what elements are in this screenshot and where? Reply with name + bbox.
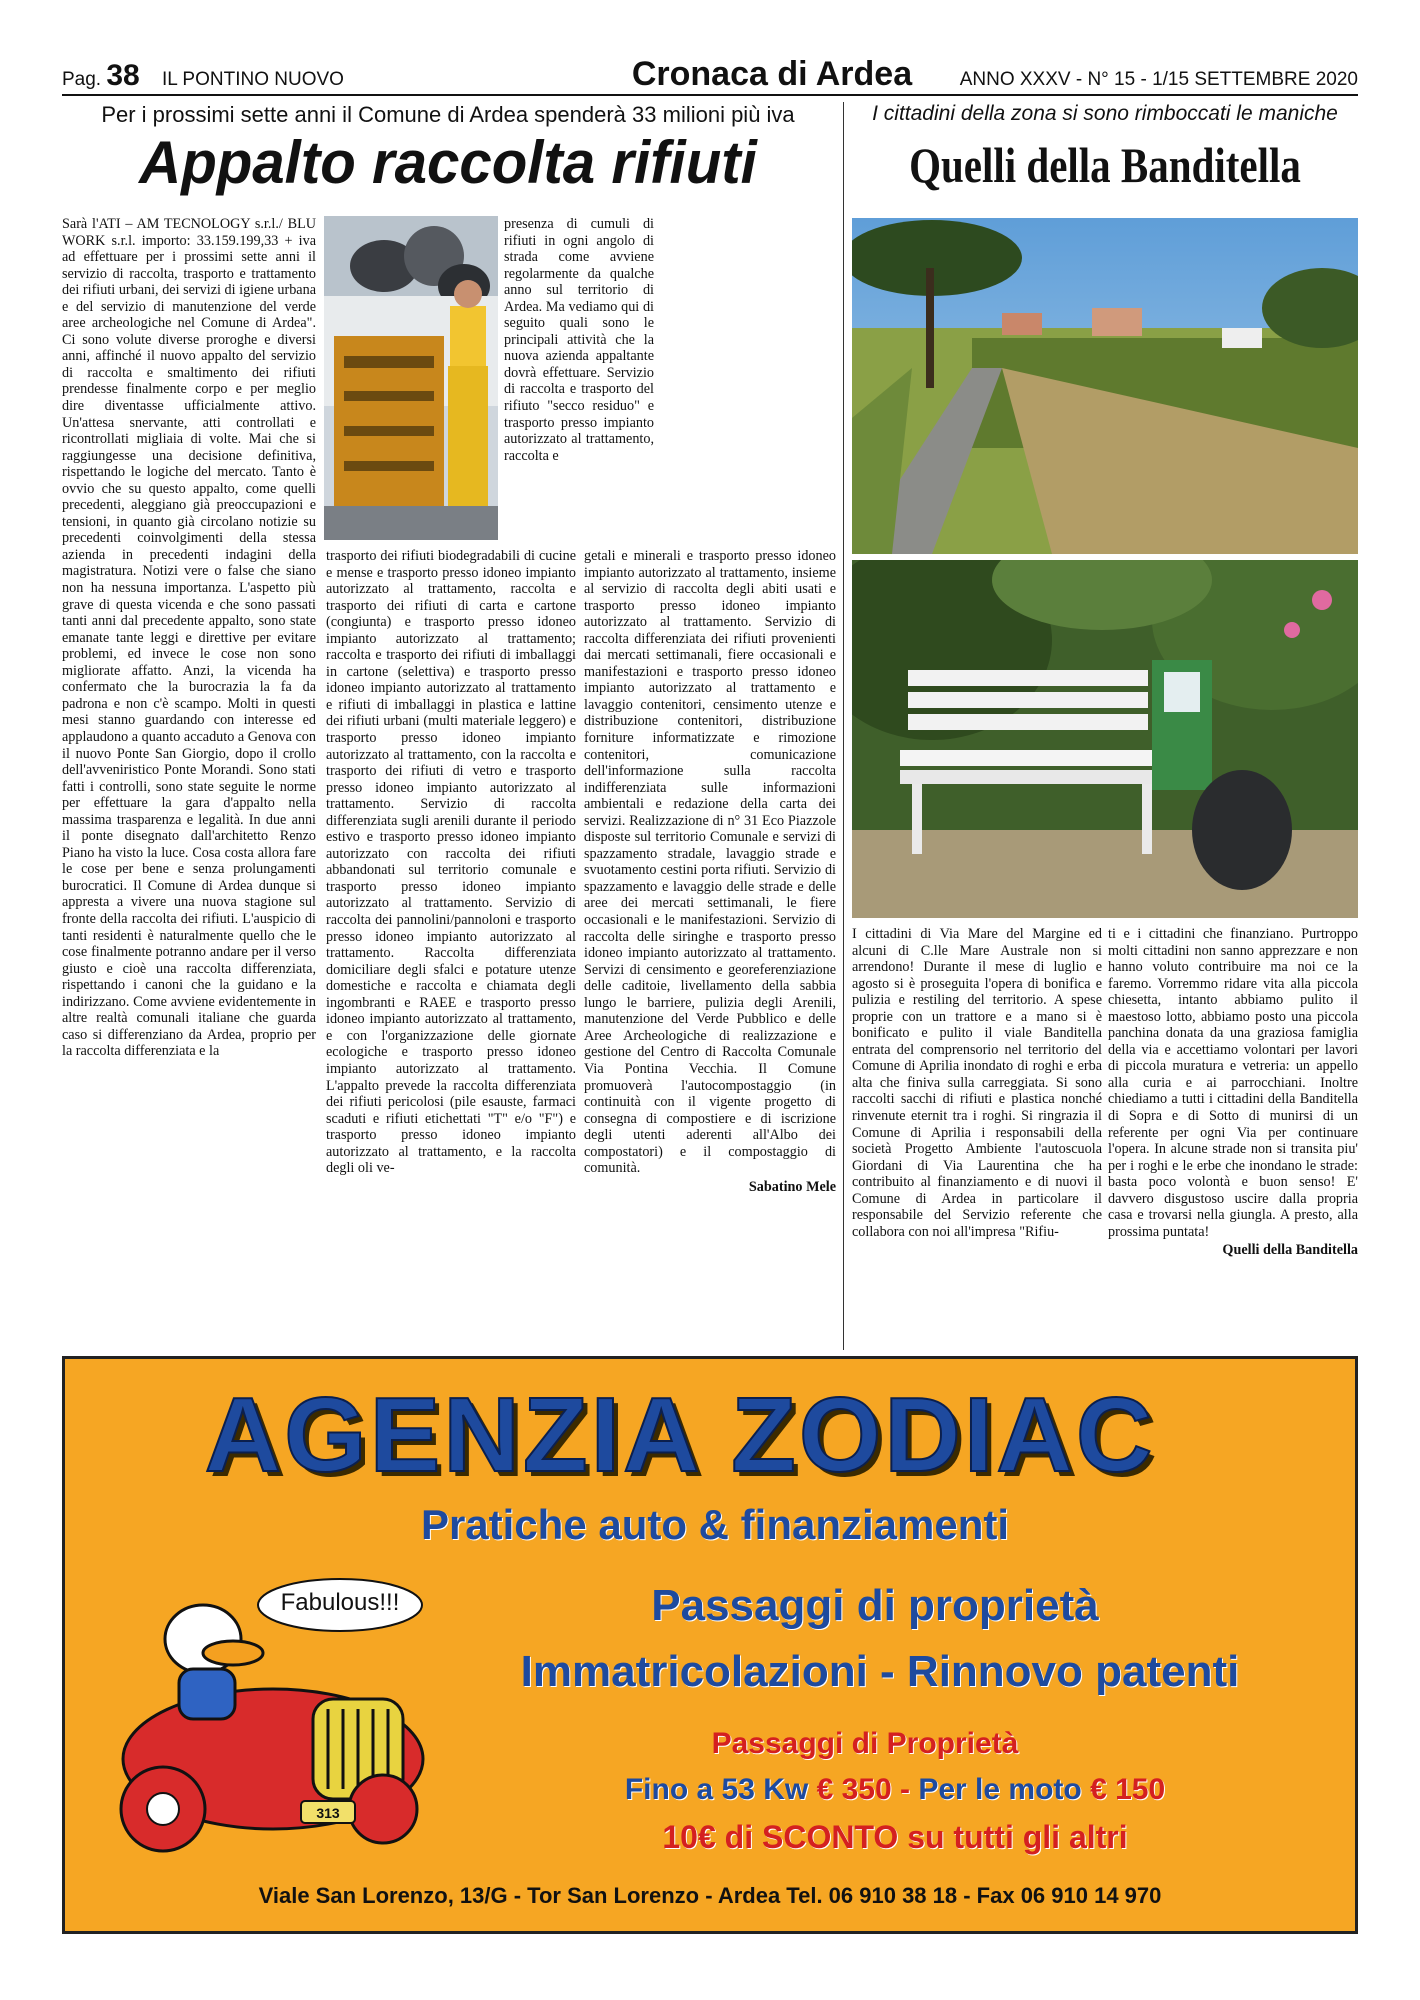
ad-price-line [505,1773,1285,1807]
article1-column-3: getali e minerali e trasporto presso idoneo impianto autorizzato al trattamento, insieme al servizio di raccolta degli abiti usati e trasporto presso idoneo impianto autorizzato al trattamento. Servizio di raccolta differenziata dei rifiuti provenienti dai mercati settimanali, fiere occasionali e manifestazioni e trasporto presso idoneo impianto autorizzato al trattamento e lavaggio contenitori, censimento utenze e distribuzione contenitori, distribuzione forniture informatizzate e rimozione contenitori, comunicazione dell'informazione sulla raccolta indifferenziata sulle informazioni ambientali e redazione della carta dei servizi. Realizzazione di n° 31 Eco Piazzole disposte sul territorio Comunale e servizi di spazzamento stradale, lavaggio strade e svuotamento cestini porta rifiuti. Servizio di spazzamento e lavaggio delle strade e delle aree dei mercati settimanali, le fiere occasionali e le manifestazioni. Servizio di raccolta delle siringhe e trasporto presso idoneo impianto autorizzato al trattamento. Servizi di censimento e georeferenziazione delle caditoie, livellamento della sabbia lungo le barriere, pulizia degli Arenili, manutenzione del Verde Pubblico e delle Aree Archeologiche di realizzazione e gestione del Centro di Raccolta Comunale Via Pontina Vecchia. Il Comune promuoverà l'autocompostaggio (in continuità con il vigente progetto di consegna di compostiere e di iscrizione degli utenti aderenti all'Albo dei compostatori) e il compostaggio di comunità. Sabatino Mele [584,548,836,1195]
newspaper-name: IL PONTINO NUOVO [162,69,344,90]
garbage-truck-photo [324,216,498,540]
article1-author: Sabatino Mele [748,1178,836,1195]
ad-subtitle: Pratiche auto & finanziamenti [420,1501,1010,1548]
ad-address: Viale San Lorenzo, 13/G - Tor San Lorenzo - Ardea Tel. 06 910 38 18 - Fax 06 910 14 970 [258,1883,1162,1908]
article2-author: Quelli della Banditella [1222,1242,1358,1259]
article2-kicker: I cittadini della zona si sono rimboccati le maniche [872,102,1338,125]
issue-info: ANNO XXXV - N° 15 - 1/15 SETTEMBRE 2020 [959,69,1358,90]
article1-column-2b: trasporto dei rifiuti biodegradabili di cucine e mense e trasporto presso idoneo impianto autorizzato al trattamento, raccolta e trasporto dei rifiuti di carta e cartone (congiunta) e trasporto presso idoneo impianto autorizzato al trattamento; raccolta e trasporto dei rifiuti di imballaggi in cartone (selettiva) e trasporto presso idoneo impianto autorizzato al trattamento e rifiuti di imballaggi in plastica e lattine dei rifiuti urbani (multi materiale leggero) e trasporto presso idoneo impianto autorizzato al trattamento, con la raccolta e trasporto dei rifiuti di vetro e trasporto presso idoneo impianto autorizzato al trattamento. Servizio di raccolta differenziata sugli arenili durante il periodo estivo e trasporto presso idoneo impianto autorizzato con raccolta dei rifiuti abbandonati sul territorio comunale e trasporto presso idoneo impianto autorizzato al trattamento. Servizio di raccolta dei pannolini/pannoloni e trasporto presso idoneo impianto autorizzato al trattamento. Raccolta differenziata domiciliare degli sfalci e potature utenze domestiche e raccolta e chiamata degli ingombranti e RAEE e trasporto presso idoneo impianto autorizzato al trattamento, e con l'organizzazione delle giornate ecologiche e trasporto presso idoneo impianto autorizzato al trattamento. L'appalto prevede la raccolta differenziata dei rifiuti pericolosi (pile esauste, farmaci scaduti e rifiuti etichettati "T" e/o "F") e trasporto presso idoneo impianto autorizzato al trattamento, e la raccolta degli oli ve- [326,548,576,1177]
page-header [62,55,1358,96]
article2-column-2: ti e i cittadini che finanziano. Purtroppo molti cittadini non sanno apprezzare e non hanno voluto contribuire ma noi ce la faremo. Vorremmo ridare vita alla piccola chiesetta, intanto abbiamo pulito il maestoso lotto, abbiamo posto una piccola panchina donata da una graziosa famiglia della via e accettiamo volontari per lavori di piccola muratura e vetreria: un appello alla curia e ai parrocchiani. Inoltre chiediamo a tutti i cittadini della Banditella di Sopra e di Sotto di munirsi di un referente per ogni Via per continuare l'opera. In alcune strade non si transita piu' per i roghi e le erbe che inondano le strade: basta poco volontà e buon senso! E' davvero disgustoso uscire dalla propria casa e trovarsi nella giungla. A presto, alla prossima puntata! Quelli della Banditella [1108,926,1358,1259]
ad-line-immatricolazioni: Immatricolazioni - Rinnovo patenti [520,1647,1240,1696]
price-a: € 350 [816,1773,892,1806]
section-title: Cronaca di Ardea [631,55,913,93]
article1-headline: Appalto raccolta rifiuti [139,129,757,196]
ad-line-passaggi: Passaggi di proprietà [651,1581,1099,1630]
price-b: € 150 [1090,1773,1166,1806]
page-number: Pag. 38 [62,59,140,92]
speech-bubble-text: Fabulous!!! [280,1589,400,1616]
price-b-label: Per le moto [918,1773,1082,1806]
license-plate: 313 [316,1805,340,1821]
ad-line-passaggi-proprieta: Passaggi di Proprietà [711,1727,1019,1760]
ad-title: AGENZIA ZODIAC [204,1376,1156,1494]
price-a-label: Fino a 53 Kw [624,1773,809,1806]
advertisement [62,1356,1358,1934]
bench-photo [852,560,1358,918]
article1-column-1: Sarà l'ATI – AM TECNOLOGY s.r.l./ BLU WORK s.r.l. importo: 33.159.199,33 + iva ad effettuare per i prossimi sette anni il servizio di raccolta, trasporto e trattamento dei rifiuti urbani, dei servizi di igiene urbana e del servizio di manutenzione del verde aree archeologiche nel Comune di Ardea". Ci sono volute diverse proroghe e diversi anni, affinché il nuovo appalto del servizio di raccolta e smaltimento dei rifiuti prendesse finalmente corpo e per meglio dire diventasse ufficialmente attivo. Un'attesa snervante, atti controllati e ricontrollati migliaia di volte. Mai che si raggiungesse una decisione definitiva, rispettando le logiche del mercato. Tanto è ovvio che su questo appalto, come quelli precedenti, aleggiano già preoccupazioni e tensioni, in quanto già circolano notizie su precedenti coinvolgimenti della stessa azienda in precedenti indagini della magistratura. Notizi vere o false che siano non ha nessuna importanza. L'aspetto più grave di questa vicenda e che sono passati tanti anni dal precedente appalto, sono state emanate tante leggi e direttive per evitare problemi, ed invece le cose non sono migliorate affatto. Anzi, la vicenda ha confermato che la burocrazia la fa da padrona e non c'è scampo. Molti in questi mesi stanno guardando con interesse ed applaudono a quanto accaduto a Genova con il nuovo Ponte San Giorgio, dopo il crollo dell'avveniristico Ponte Morandi. Sono stati fatti i controlli, sono state seguite le norme per effettuare la gara d'appalto nella massima trasparenza e legalità. In due anni il ponte disegnato dall'architetto Renzo Piano ha visto la luce. Cosa costa allora fare le cose per bene e senza prolungamenti burocratici. Il Comune di Ardea dunque si appresta a vivere una nuova stagione sul fronte della raccolta dei rifiuti. L'auspicio di tanti residenti è naturalmente quello che le cose finalmente potranno andare per il verso giusto e cioè una raccolta differenziata, rispettando i canoni che la guidano e la indirizzano. Come avviene evidentemente in altre realtà comunali italiane che guarda caso si differenziano da Ardea, proprio per la raccolta differenziata e la [62,216,316,1060]
ad-discount: 10€ di SCONTO su tutti gli altri [662,1819,1128,1855]
speech-bubble [255,1575,425,1635]
article1-kicker: Per i prossimi sette anni il Comune di Ardea spenderà 33 milioni più iva [101,102,795,127]
column-divider [843,102,844,1350]
article2-headline: Quelli della Banditella [909,137,1301,193]
article1-column-2a: presenza di cumuli di rifiuti in ogni angolo di strada come avviene regolarmente da qualche anno sul territorio di Ardea. Ma vediamo qui di seguito quali sono le principali attività che la nuova azienda appaltante dovrà effettuare. Servizio di raccolta e trasporto del rifiuto "secco residuo" e trasporto presso impianto autorizzato al trattamento, raccolta e [504,216,654,464]
price-separator: - [900,1773,910,1806]
spacer8 [320,216,496,217]
street-photo [852,218,1358,554]
article2-column-1: I cittadini di Via Mare del Margine ed alcuni di C.lle Mare Australe non si arrendono! Durante il mese di luglio e agosto si è proseguita l'opera di bonifica e pulizia e restiling del territorio. A spese proprie con un trattore e a mano si è bonificato e pulito il viale Banditella entrata del comprensorio nel territorio del Comune di Aprilia inondato di roghi e erba alta che finiva sulla carreggiata. Si sono raccolti sacchi di rifiuti e plastica nonché rinvenute eternit tra i roghi. Si ringrazia il Comune di Aprilia i responsabili della società Progetto Ambiente l'autoscuola Giordani di Via Laurentina che ha contribuito al finanziamento e di nuovi il Comune di Ardea in particolare il responsabile del Servizio referente che collabora con noi all'impresa "Rifiu- [852,926,1102,1240]
